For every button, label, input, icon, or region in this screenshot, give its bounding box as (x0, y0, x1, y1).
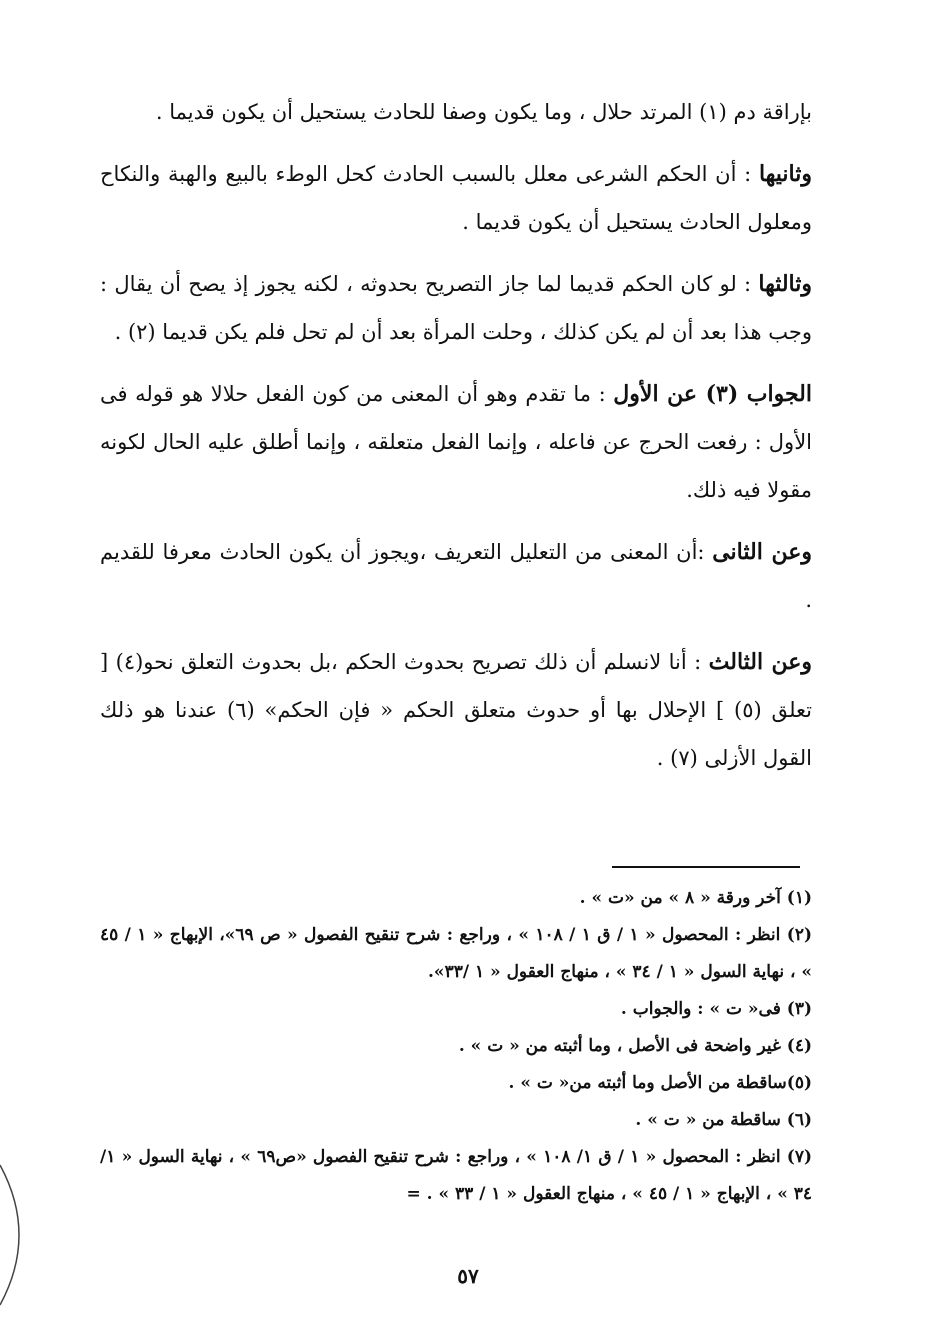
paragraph-lead: وثالثها (758, 271, 812, 297)
footnote-4: (٤) غير واضحة فى الأصل ، وما أثبته من « ت » . (458, 1036, 812, 1056)
footnote-7: (٧) انظر : المحصول « ١ / ق ١/ ١٠٨ » ، وراجع : شرح تنقيح الفصول «ص٦٩ » ، نهاية السول « ١/ ٣٤ » ، الإبهاج « ١ / ٤٥ » ، منهاج العقول « ١ / ٣٣ » . = (100, 1147, 813, 1204)
footnote-divider (612, 866, 800, 868)
paragraph-lead: وعن الثانى (712, 539, 812, 565)
paragraph-lead: وثانيها (758, 161, 812, 187)
paragraph-text: : أن الحكم الشرعى معلل بالسبب الحادث كحل الوطء بالبيع والهبة والنكاح ومعلول الحادث يستحيل أن يكون قديما . (100, 162, 812, 234)
footnote-2: (٢) انظر : المحصول « ١ / ق ١ / ١٠٨ » ، وراجع : شرح تنقيح الفصول « ص ٦٩»، الإبهاج « ١ / ٤٥ » ، نهاية السول « ١ / ٣٤ » ، منهاج العقول « ١ /٣٣». (100, 925, 812, 982)
footnotes (100, 880, 812, 1213)
footnote-3: (٣) فى« ت » : والجواب . (620, 999, 812, 1019)
paragraph-lead: وعن الثالث (708, 649, 813, 675)
main-text (100, 88, 812, 796)
page-edge-curve (0, 1160, 40, 1310)
paragraph-1 (100, 88, 812, 136)
page-number: ٥٧ (457, 1264, 479, 1288)
footnote-1: (١) آخر ورقة « ٨ » من «ت » . (579, 888, 812, 908)
paragraph-text: : ما تقدم وهو أن المعنى من كون الفعل حلالا هو قوله فى الأول : رفعت الحرج عن فاعله ، وإنما الفعل متعلقه ، وإنما أطلق عليه الحال لكونه مقولا فيه ذلك. (100, 382, 812, 502)
paragraph-text: : لو كان الحكم قديما لما جاز التصريح بحدوثه ، لكنه يجوز إذ يصح أن يقال : وجب هذا بعد أن لم يكن كذلك ، وحلت المرأة بعد أن لم تحل فلم يكن قديما (٢) . (100, 272, 812, 344)
paragraph-text: بإراقة دم (١) المرتد حلال ، وما يكون وصفا للحادث يستحيل أن يكون قديما . (155, 100, 812, 124)
footnote-6: (٦) ساقطة من « ت » . (635, 1110, 812, 1130)
paragraph-text: : أنا لانسلم أن ذلك تصريح بحدوث الحكم ،بل بحدوث التعلق نحو(٤) [ تعلق (٥) ] الإحلال بها أو حدوث متعلق الحكم « فإن الحكم» (٦) عندنا هو ذلك القول الأزلى (٧) . (100, 650, 812, 770)
paragraph-3 (100, 260, 812, 356)
paragraph-6 (100, 638, 812, 782)
paragraph-5 (100, 528, 812, 624)
paragraph-2 (100, 150, 812, 246)
paragraph-text: :أن المعنى من التعليل التعريف ،ويجوز أن يكون الحادث معرفا للقديم . (100, 540, 812, 612)
footnote-5: (٥)ساقطة من الأصل وما أثبته من« ت » . (508, 1073, 812, 1093)
paragraph-4 (100, 370, 812, 514)
paragraph-lead: الجواب (٣) عن الأول (613, 381, 812, 407)
